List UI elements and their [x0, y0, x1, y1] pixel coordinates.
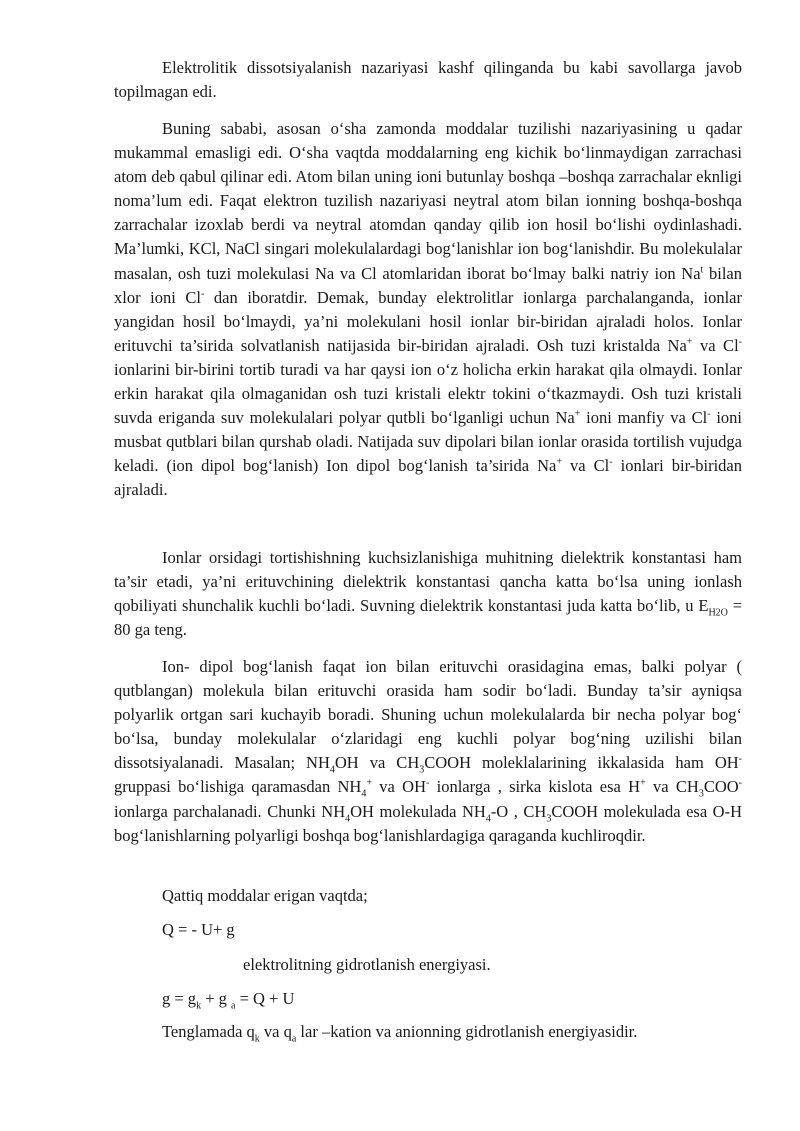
text-run: ioni musbat qutblari bilan qurshab oladi. Natijada suv dipolari bilan ionlar orasida tortilish vujudga keladi. (ion dipol bog‘lanish) Ion dipol bog‘lanish ta’sirida Na [114, 408, 742, 476]
text-run: OH va CH [334, 753, 420, 773]
equation-gibbs [162, 987, 294, 1011]
subscript: 4 [329, 764, 335, 776]
subscript: a [291, 1033, 297, 1045]
text-run: g = g [162, 989, 197, 1008]
text-run: lar –kation va anionning gidrotlanish energiyasidir. [296, 1022, 638, 1041]
text-run: bilan xlor ioni Cl [114, 263, 742, 307]
superscript: + [556, 456, 563, 468]
subscript: a [231, 1000, 236, 1012]
text-run: ioni manfiy va Cl [580, 408, 708, 428]
paragraph-1-text: Elektrolitik dissotsiyalanish nazariyasi kashf qilinganda bu kabi savollarga javob topilmagan edi. [114, 58, 742, 102]
text-run: Buning sababi, asosan o‘sha zamonda moddalar tuzilishi nazariyasining u qadar mukammal emasligi edi. O‘sha vaqtda moddalarning eng kichik bo‘linmaydigan zarrachasi atom deb qabul qilinar edi. Atom bilan uning ioni butunlay boshqa –boshqa zarrachalar eknligi noma’lum edi. Faqat elektron tuzilish nazariyasi neytral atom bilan ionning boshqa-boshqa zarrachalar izoxlab berdi va neytral atomdan qanday qilib ion hosil bo‘lishi oydinlashadi. Ma’lumki, KCl, NaCl singari molekulalardagi bog‘lanishlar ion bog‘lanishdir. Bu molekulalar masalan, osh tuzi molekulasi Na va Cl atomlaridan iborat bo‘lmay balki natriy ion Na [114, 119, 742, 283]
text-run: Tenglamada q [162, 1022, 255, 1041]
text-run: COOH molekulada esa O-H bog‘lanishlarning polyarligi boshqa bog‘lanishlardagiga qaraganda kuchliroqdir. [114, 801, 742, 845]
text-run: va Cl [692, 335, 739, 355]
paragraph-4 [114, 655, 742, 848]
text-run: va q [259, 1022, 292, 1041]
superscript: - [609, 456, 613, 468]
text-run: va Cl [562, 456, 610, 476]
text-run: + g [201, 989, 231, 1008]
superscript: - [738, 777, 742, 789]
text-run: gruppasi bo‘lishiga qaramasdan NH [114, 777, 362, 797]
superscript: - [201, 288, 205, 300]
superscript: + [366, 777, 372, 789]
text-run: ionlarga , sirka kislota esa H [429, 777, 641, 797]
text-run: ionlarga parchalanadi. Chunki NH [114, 801, 346, 821]
equation-caption: elektrolitning gidrotlanish energiyasi. [243, 955, 491, 974]
superscript: - [707, 408, 711, 420]
superscript: - [738, 753, 742, 765]
text-run: Ion- dipol bog‘lanish faqat ion bilan erituvchi orasidagina emas, balki polyar ( qutblangan) molekula bilan erituvchi orasida ham sodir bo‘ladi. Bunday ta’sir ayniqsa polyarlik ortgan sari kuchayib boradi. Shuning uchun molekulalarda bir necha polyar bog‘ bo‘lsa, bunday molekulalar o‘zlaridagi eng kuchli polyar bog‘ning uzilishi bilan dissotsiyalanadi. Masalan; NH [114, 657, 742, 773]
text-run: va OH [371, 777, 426, 797]
subscript: 3 [419, 764, 425, 776]
text-run: -O , CH [490, 801, 547, 821]
text-run: ionlari bir-biridan ajraladi. [114, 456, 742, 500]
text-run: ionlarini bir-birini tortib turadi va har qaysi ion o‘z holicha erkin harakat qila olmaydi. Ionlar erkin harakat qila olmaganidan osh tuzi kristali elektr tokini o‘tkazmaydi. Osh tuzi kristali suvda eriganda suv molekulalari polyar qutbli bo‘lganligi uchun Na [114, 359, 742, 428]
text-run: = 80 ga teng. [114, 596, 742, 640]
paragraph-3 [114, 546, 742, 642]
superscript: + [574, 408, 581, 420]
text-run: va CH [645, 777, 699, 797]
superscript: - [738, 336, 742, 348]
text-run: = Q + U [235, 989, 295, 1008]
superscript: + [640, 777, 646, 789]
text-run: OH molekulada NH [350, 801, 486, 821]
text-run: dan iboratdir. Demak, bunday elektrolitlar ionlarga parchalanganda, ionlar yangidan hosil bo‘lmaydi, ya’ni molekulani hosil ionlar bir-biridan ajraladi holos. Ionlar erituvchi ta’sirida solvatlanish natijasida bir-biridan ajraladi. Osh tuzi kristalda Na [114, 287, 743, 355]
subscript: 3 [698, 788, 704, 800]
paragraph-1 [114, 56, 742, 104]
intro-line: Qattiq moddalar erigan vaqtda; [162, 886, 368, 905]
text-run: COOH moleklalarining ikkalasida ham OH [424, 753, 739, 773]
subscript: 3 [546, 812, 552, 824]
subscript: 4 [485, 812, 491, 824]
text-run: COO [703, 777, 739, 797]
superscript: - [426, 777, 430, 789]
superscript: t [700, 264, 704, 276]
subscript: 4 [361, 788, 367, 800]
text-run: Ionlar orsidagi tortishishning kuchsizlanishiga muhitning dielektrik konstantasi ham ta’sir etadi, ya’ni erituvchining dielektrik konstantasi qancha katta bo‘lsa uning ionlash qobiliyati shunchalik kuchli bo‘ladi. Suvning dielektrik konstantasi juda katta bo‘lib, u E [114, 548, 742, 616]
subscript: k [196, 1000, 202, 1012]
subscript: H2O [708, 607, 728, 619]
equation-energy: Q = - U+ g [162, 920, 235, 939]
closing-line [162, 1020, 637, 1044]
subscript: k [254, 1033, 260, 1045]
subscript: 4 [345, 812, 351, 824]
superscript: + [686, 336, 693, 348]
paragraph-2 [114, 117, 742, 503]
